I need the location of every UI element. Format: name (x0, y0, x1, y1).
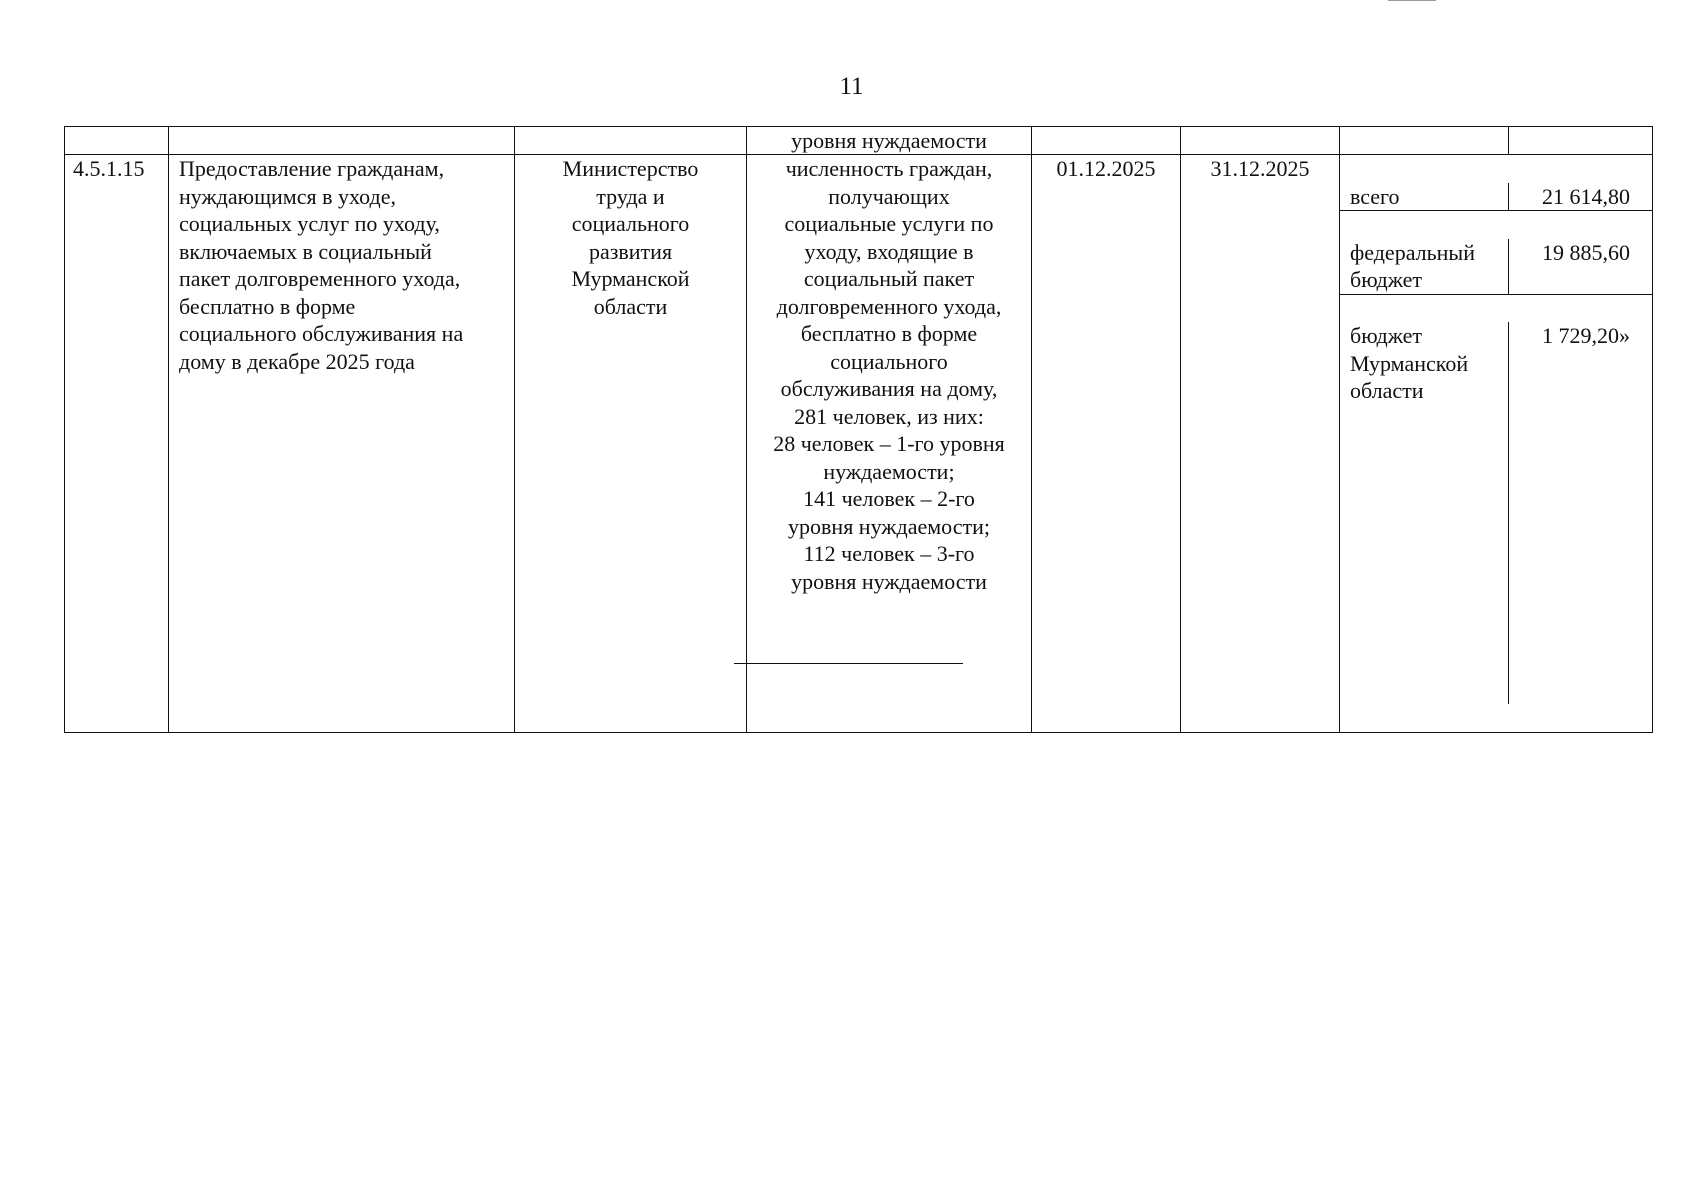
financing-source: федеральный бюджет (1340, 239, 1509, 294)
end-of-section-rule (734, 663, 963, 664)
cont-executor-cell (515, 127, 747, 155)
cont-source-cell (1340, 127, 1509, 155)
cont-amount-cell (1509, 127, 1653, 155)
measure-name: Предоставление гражданам, нуждающимся в уходе, социальных услуг по уходу, включаемых в социальный пакет долговременного ухода, бесплатно в форме социального обслуживания на дому в декабре 2025 года (169, 155, 515, 733)
financing-source: бюджет Мурманской области (1340, 322, 1509, 704)
row-number: 4.5.1.15 (65, 155, 169, 733)
financing-row-regional (1340, 322, 1652, 704)
continuation-row (65, 127, 1653, 155)
measures-table (64, 126, 1653, 733)
result-indicator: численность граждан, получающих социальные услуги по уходу, входящие в социальный пакет долговременного ухода, бесплатно в форме социального обслуживания на дому, 281 человек, из них: 28 человек – 1-го уровня нуждаемости; 141 человек – 2-го уровня нуждаемости; 112 человек – 3-го уровня нуждаемости (747, 155, 1032, 733)
cont-num-cell (65, 127, 169, 155)
cont-name-cell (169, 127, 515, 155)
financing-amount: 1 729,20» (1542, 323, 1630, 348)
end-date: 31.12.2025 (1181, 155, 1340, 733)
cont-indicator-cell: уровня нуждаемости (747, 127, 1032, 155)
cont-end-cell (1181, 127, 1340, 155)
scan-artifact-line (1388, 0, 1436, 1)
financing-amount: 19 885,60 (1542, 239, 1630, 265)
financing-row-total (1340, 183, 1652, 212)
table-row (65, 155, 1653, 733)
financing-cell (1340, 155, 1653, 733)
financing-amount: 21 614,80 (1542, 183, 1630, 209)
start-date: 01.12.2025 (1032, 155, 1181, 733)
page-number: 11 (839, 73, 864, 100)
financing-row-federal (1340, 239, 1652, 295)
cont-start-cell (1032, 127, 1181, 155)
financing-source: всего (1340, 183, 1509, 211)
executor: Министерство труда и социального развития Мурманской области (515, 155, 747, 733)
